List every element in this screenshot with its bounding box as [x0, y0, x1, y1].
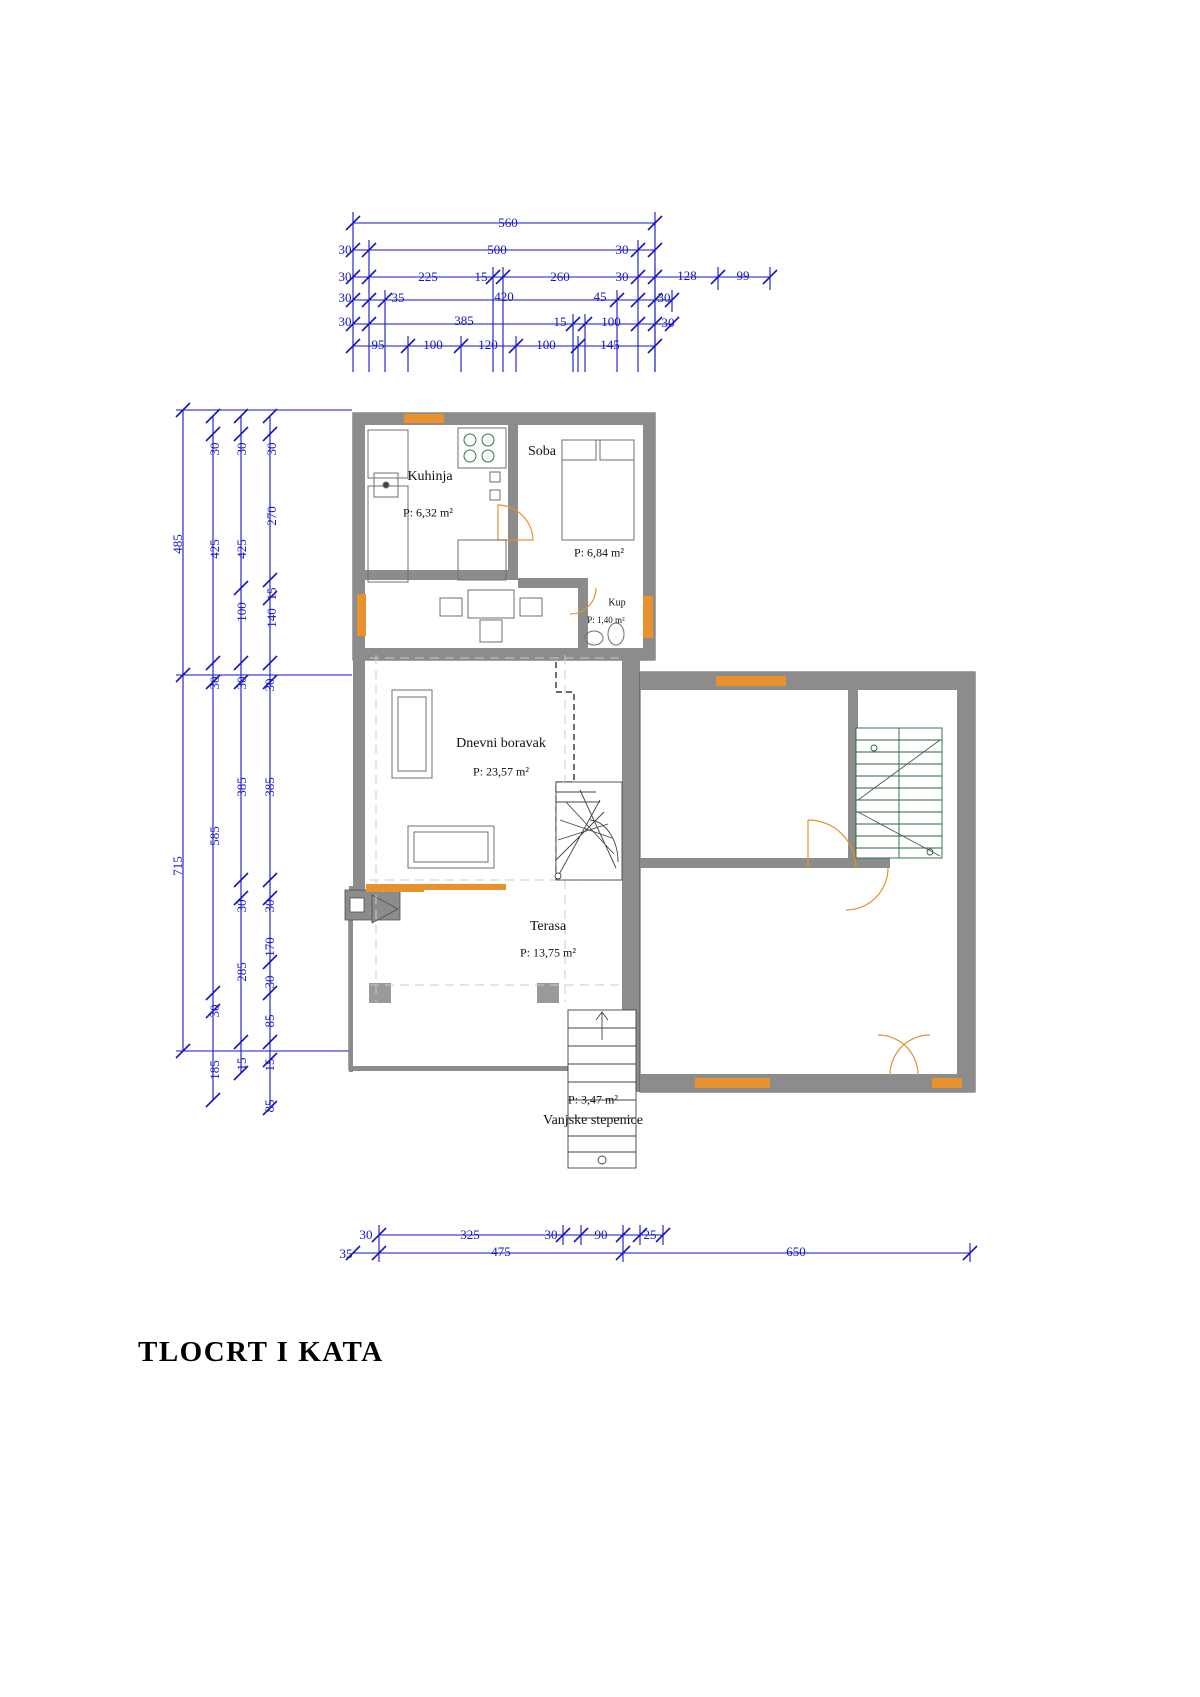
- exterior-stairs: [568, 1010, 636, 1168]
- dimension-value: 15: [234, 1057, 249, 1071]
- room-area-terasa: P: 13,75 m²: [520, 945, 576, 960]
- dimension-value: 425: [234, 539, 249, 559]
- dimension-value: 100: [423, 337, 443, 352]
- room-name-soba: Soba: [528, 444, 556, 459]
- dimension-value: 170: [262, 937, 277, 957]
- room-area-vanjske-stepenice: P: 3,47 m²: [568, 1092, 618, 1107]
- dimension-value: 15: [262, 1058, 277, 1072]
- dimension-value: 385: [454, 313, 474, 328]
- dimension-value: 100: [536, 337, 556, 352]
- dimension-value: 30: [262, 975, 277, 989]
- dimension-value: 585: [207, 826, 222, 846]
- top-dimension-chains: [346, 212, 777, 372]
- bottom-dimension-chains: [346, 1225, 977, 1262]
- dimension-value: 35: [339, 1246, 353, 1261]
- dimension-value: 30: [338, 242, 352, 257]
- dimension-value: 45: [593, 289, 607, 304]
- dimension-value: 30: [207, 676, 222, 690]
- room-area-kup: P: 1,40 m²: [587, 615, 625, 625]
- room-area-soba: P: 6,84 m²: [574, 545, 624, 560]
- dimension-value: 30: [338, 269, 352, 284]
- dimension-value: 15: [264, 587, 279, 601]
- dimension-value: 285: [234, 962, 249, 982]
- dimension-value: 30: [262, 899, 277, 913]
- dimension-value: 385: [262, 777, 277, 797]
- room-area-dnevni-boravak: P: 23,57 m²: [473, 764, 529, 779]
- dimension-value: 500: [487, 242, 507, 257]
- dimension-value: 25: [643, 1227, 657, 1242]
- room-name-kup: Kup: [608, 597, 626, 609]
- dimension-value: 30: [207, 1004, 222, 1018]
- dimension-value: 15: [553, 314, 567, 329]
- dimension-value: 30: [544, 1227, 558, 1242]
- dimension-value: 128: [677, 268, 697, 283]
- dimension-value: 140: [264, 608, 279, 628]
- dimension-value: 485: [170, 534, 185, 554]
- dimension-value: 30: [262, 678, 277, 692]
- interior-spiral-stairs: [555, 782, 622, 880]
- room-name-vanjske-stepenice: Vanjske stepenice: [543, 1113, 643, 1128]
- dimension-value: 15: [474, 269, 488, 284]
- dimension-value: 30: [338, 314, 352, 329]
- dimension-value: 35: [391, 290, 405, 305]
- dimension-value: 385: [234, 777, 249, 797]
- dimension-value: 99: [736, 268, 750, 283]
- dimension-value: 30: [657, 290, 671, 305]
- dimension-value: 120: [478, 337, 498, 352]
- dimension-value: 475: [491, 1244, 511, 1259]
- dimension-value: 30: [234, 899, 249, 913]
- dimension-value: 270: [264, 506, 279, 526]
- room-name-kuhinja: Kuhinja: [407, 469, 453, 484]
- dimension-value: 85: [262, 1099, 277, 1113]
- dimension-value: 185: [207, 1060, 222, 1080]
- dimension-value: 100: [601, 314, 621, 329]
- dimension-value: 85: [262, 1014, 277, 1028]
- dimension-value: 30: [359, 1227, 373, 1242]
- right-wing-stairs: [856, 728, 942, 858]
- room-name-dnevni-boravak: Dnevni boravak: [456, 736, 546, 751]
- dimension-value: 260: [550, 269, 570, 284]
- dimension-value: 145: [600, 337, 620, 352]
- room-area-kuhinja: P: 6,32 m²: [403, 505, 453, 520]
- dimension-value: 30: [264, 442, 279, 456]
- dimension-value: 30: [234, 442, 249, 456]
- dimension-value: 90: [594, 1227, 608, 1242]
- room-name-terasa: Terasa: [529, 919, 567, 934]
- dimension-value: 100: [234, 602, 249, 622]
- dimension-value: 30: [615, 242, 629, 257]
- dimension-value: 420: [494, 289, 514, 304]
- dimension-value: 425: [207, 539, 222, 559]
- dimension-value: 30: [234, 676, 249, 690]
- dimension-value: 650: [786, 1244, 806, 1259]
- dimension-value: 30: [207, 442, 222, 456]
- dimension-value: 95: [371, 337, 385, 352]
- dimension-value: 30: [615, 269, 629, 284]
- dimension-value: 30: [338, 290, 352, 305]
- dimension-value: 560: [498, 215, 518, 230]
- dimension-value: 715: [170, 856, 185, 876]
- dimension-value: 225: [418, 269, 438, 284]
- drawing-title: TLOCRT I KATA: [138, 1336, 384, 1368]
- dimension-value: 325: [460, 1227, 480, 1242]
- dimension-value: 30: [661, 315, 675, 330]
